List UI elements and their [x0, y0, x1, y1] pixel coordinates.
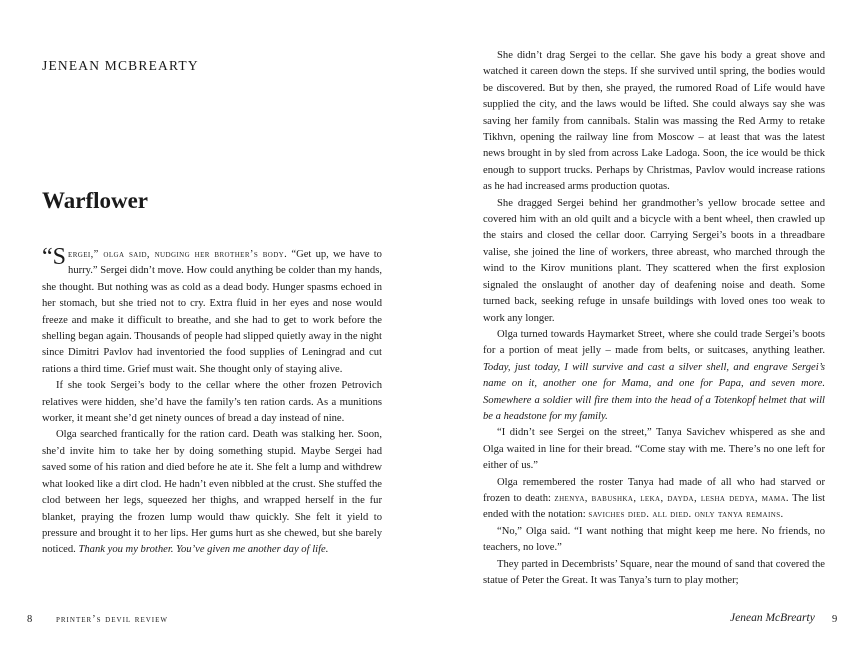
paragraph: She dragged Sergei behind her grandmother’s yellow brocade settee and covered him with an old quilt and a bicycle with a bent wheel, then crawled up the stairs and closed the cellar door. Carrying Sergei’s boots in a threadbare valise, she joined the line of workers, three abreast, who marched through the wind to the Kirov munitions plant. They scattered when the first explosion signaled the onslaught of another day of deafening noise and death. Some turned back, seeking refuge in unsafe buildings with loved ones too weak to work any longer.	[483, 197, 825, 324]
paragraph: “No,” Olga said. “I want nothing that might keep me here. No friends, no teachers, no love.”	[483, 525, 825, 554]
paragraph: Olga searched frantically for the ration card. Death was stalking her. Soon, she’d invite him to take her by doing something stupid. Maybe Sergei had saved some of his ration and died before he ate it. She felt a lump and withdrew what looked like a dirt clod. He hadn’t even nibbled at the crust. She stuffed the clod between her legs, squeezed her thighs, and wrapped herself in the fur blanket, praying the frozen lump would thaw quickly. She felt it yield to pressure and brought it to her lips. Her gums hurt as she chewed, but she barely noticed. Thank you my brother. You’ve given me another day of life.	[42, 429, 382, 556]
paragraph: They parted in Decembrists’ Square, near the mound of sand that covered the statue of Peter the Great. It was Tanya’s turn to play mother;	[483, 558, 825, 586]
paragraph-opening	[42, 244, 382, 378]
paragraph: She didn’t drag Sergei to the cellar. She gave his body a great shove and watched it careen down the steps. If she survived until spring, the bodies would be discovered. But by then, she prayed, the rumored Road of Life would have supplied the city, and the laws would be lifted. She could always say she was saving her family from cannibals. Stalin was massing the Red Army to retake Tikhvn, opening the railway line from Moscow – at least that was the latest news brought in by sled from across Lake Ladoga. Soon, the ice would be thick enough to support trucks. Perhaps by Christmas, Pavlov would increase rations as he had increased arms production quotas.	[483, 50, 825, 193]
author-footer: Jenean McBrearty	[730, 612, 815, 624]
roster-smallcaps: zhenya, babushka, leka, dayda, lesha dedya, mama.	[554, 492, 789, 504]
paragraph: Olga turned towards Haymarket Street, where she could trade Sergei’s boots for a portion of meat jelly – made from belts, or suitcases, anything leather. Today, just today, I will survive and cast a silver shell, and engrave Sergei’s name on it, another one for Mama, and one for Papa, and seven more. Somewhere a soldier will fire them into the head of a Totenkopf helmet that will be a headstone for my family.	[483, 328, 825, 422]
running-head: JENEAN MCBREARTY	[42, 58, 199, 73]
opening-smallcaps: ergei,” olga said, nudging her brother’s body.	[68, 249, 288, 260]
page-number: 8	[27, 614, 33, 625]
paragraph: If she took Sergei’s body to the cellar where the other frozen Petrovich relatives were hidden, she’d have the family’s ten ration cards. As a munitions worker, it meant she’d get ninety ounces of bread a day instead of nine.	[42, 380, 382, 425]
italic-thought: Thank you my brother. You’ve given me another day of life.	[78, 544, 329, 556]
paragraph: Olga remembered the roster Tanya had made of all who had starved or frozen to death: zhenya, babushka, leka, dayda, lesha dedya, mama. The list ended with the notation: saviches died. all died. only tanya remains.	[483, 476, 826, 521]
journal-footer: printer’s devil review	[56, 614, 169, 625]
paragraph: “I didn’t see Sergei on the street,” Tanya Savichev whispered as she and Olga waited in line for their bread. “Come stay with me. There’s no one left for either of us.”	[483, 427, 825, 472]
left-body-text	[42, 244, 382, 559]
italic-thought: Today, just today, I will survive and cast a silver shell, and engrave Sergei’s name on it, another one for Mama, and one for Papa, and seven more. Somewhere a soldier will fire them into the head of a Totenkopf helmet that will be a headstone for my family.	[483, 361, 825, 422]
right-body-text	[483, 48, 825, 589]
drop-cap: “S	[42, 244, 67, 270]
page-number: 9	[832, 614, 838, 625]
notation-smallcaps: saviches died. all died. only tanya remains.	[588, 509, 784, 521]
story-title: Warflower	[42, 188, 149, 213]
opening-text: “Get up, we have to hurry.” Sergei didn’t move. How could anything be colder than my hands, she thought. But nothing was as cold as a dead body. Hunger spasms echoed in her stomach, but she tried not to cry. Extra fluid in her eyes and nose would freeze and make it difficult to breathe, and she had to get to work before the shelling began again. Thousands of people had slipped quietly away in the night since Dimitri Pavlov had inventoried the food supplies of Leningrad and cut rations a third time. Grief must wait. She thought only of staying alive.	[42, 249, 382, 375]
